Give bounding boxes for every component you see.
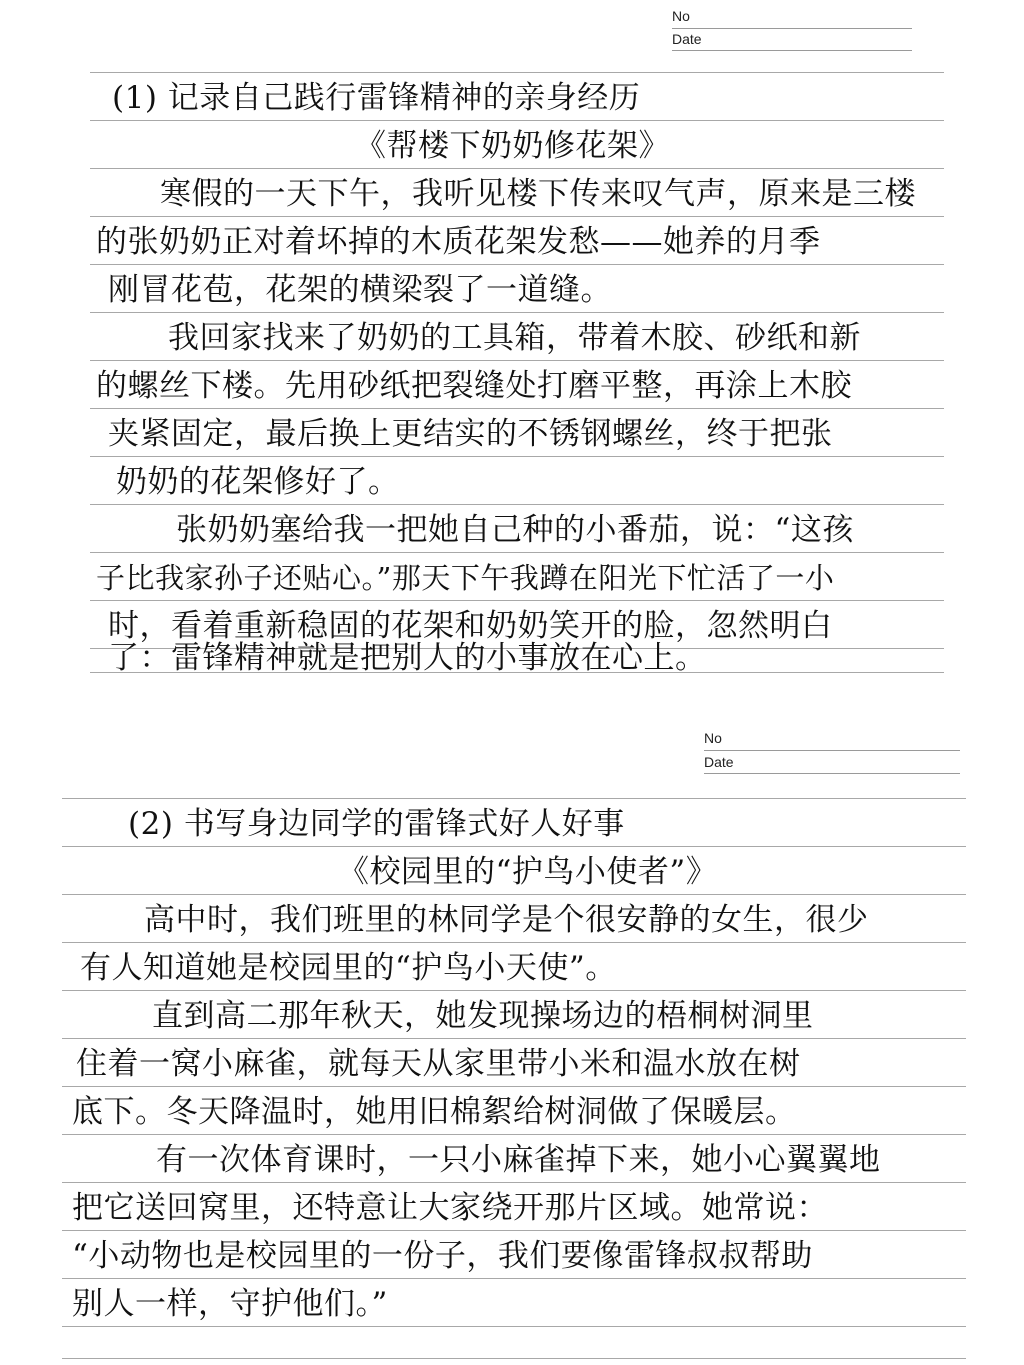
ruled-line xyxy=(62,1182,966,1183)
ruled-line xyxy=(62,1038,966,1039)
ruled-line xyxy=(90,456,944,457)
ruled-line xyxy=(90,312,944,313)
ruled-line xyxy=(62,1278,966,1279)
essay-line: 夹紧固定，最后换上更结实的不锈钢螺丝，终于把张 xyxy=(108,416,833,452)
ruled-line xyxy=(62,942,966,943)
header-no-label: No xyxy=(672,8,690,24)
ruled-line xyxy=(62,1358,966,1359)
ruled-line xyxy=(90,72,944,73)
header-date-line xyxy=(704,773,960,774)
ruled-line xyxy=(62,1326,966,1327)
section-heading: (1) 记录自己践行雷锋精神的亲身经历 xyxy=(112,80,641,116)
header-no-line xyxy=(704,750,960,751)
essay-line: 直到高二那年秋天，她发现操场边的梧桐树洞里 xyxy=(152,998,814,1034)
ruled-line xyxy=(90,504,944,505)
essay-line: 的张奶奶正对着坏掉的木质花架发愁——她养的月季 xyxy=(96,224,821,260)
ruled-line xyxy=(90,216,944,217)
ruled-line xyxy=(90,408,944,409)
ruled-line xyxy=(62,1134,966,1135)
essay-title: 《校园里的“护鸟小使者”》 xyxy=(338,854,718,890)
ruled-line xyxy=(90,168,944,169)
ruled-line xyxy=(90,600,944,601)
ruled-line xyxy=(90,264,944,265)
ruled-line xyxy=(90,120,944,121)
essay-line: 底下。冬天降温时，她用旧棉絮给树洞做了保暖层。 xyxy=(72,1094,797,1130)
essay-line: 时，看着重新稳固的花架和奶奶笑开的脸，忽然明白 xyxy=(108,608,833,644)
essay-line: “小动物也是校园里的一份子，我们要像雷锋叔叔帮助 xyxy=(72,1238,813,1274)
essay-line: 的螺丝下楼。先用砂纸把裂缝处打磨平整，再涂上木胶 xyxy=(96,368,852,404)
essay-line: 把它送回窝里，还特意让大家绕开那片区域。她常说： xyxy=(72,1190,828,1226)
essay-line: 我回家找来了奶奶的工具箱，带着木胶、砂纸和新 xyxy=(168,320,861,356)
essay-line: 奶奶的花架修好了。 xyxy=(116,464,400,500)
essay-line: 张奶奶塞给我一把她自己种的小番茄，说：“这孩 xyxy=(176,512,854,548)
ruled-line xyxy=(62,1086,966,1087)
essay-line: 住着一窝小麻雀，就每天从家里带小米和温水放在树 xyxy=(76,1046,801,1082)
header-date-line xyxy=(672,50,912,51)
header-date-label: Date xyxy=(672,31,702,47)
essay-line: 有人知道她是校园里的“护鸟小天使”。 xyxy=(80,950,617,986)
essay-line: 了：雷锋精神就是把别人的小事放在心上。 xyxy=(108,640,707,676)
ruled-line xyxy=(90,552,944,553)
ruled-line xyxy=(62,798,966,799)
essay-line: 别人一样，守护他们。” xyxy=(72,1286,388,1322)
header-no-label: No xyxy=(704,730,722,746)
ruled-line xyxy=(62,1230,966,1231)
essay-line: 寒假的一天下午，我听见楼下传来叹气声，原来是三楼 xyxy=(160,176,916,212)
essay-title: 《帮楼下奶奶修花架》 xyxy=(355,128,670,164)
ruled-line xyxy=(62,894,966,895)
notebook-page-2 xyxy=(0,720,1024,1365)
essay-line: 子比我家孙子还贴心。”那天下午我蹲在阳光下忙活了一小 xyxy=(96,561,835,595)
ruled-line xyxy=(62,846,966,847)
section-heading: (2) 书写身边同学的雷锋式好人好事 xyxy=(128,806,625,842)
essay-line: 高中时，我们班里的林同学是个很安静的女生，很少 xyxy=(144,902,869,938)
essay-line: 有一次体育课时，一只小麻雀掉下来，她小心翼翼地 xyxy=(156,1142,881,1178)
header-no-line xyxy=(672,28,912,29)
ruled-line xyxy=(90,360,944,361)
ruled-line xyxy=(62,990,966,991)
essay-line: 刚冒花苞，花架的横梁裂了一道缝。 xyxy=(108,272,612,308)
header-date-label: Date xyxy=(704,754,734,770)
